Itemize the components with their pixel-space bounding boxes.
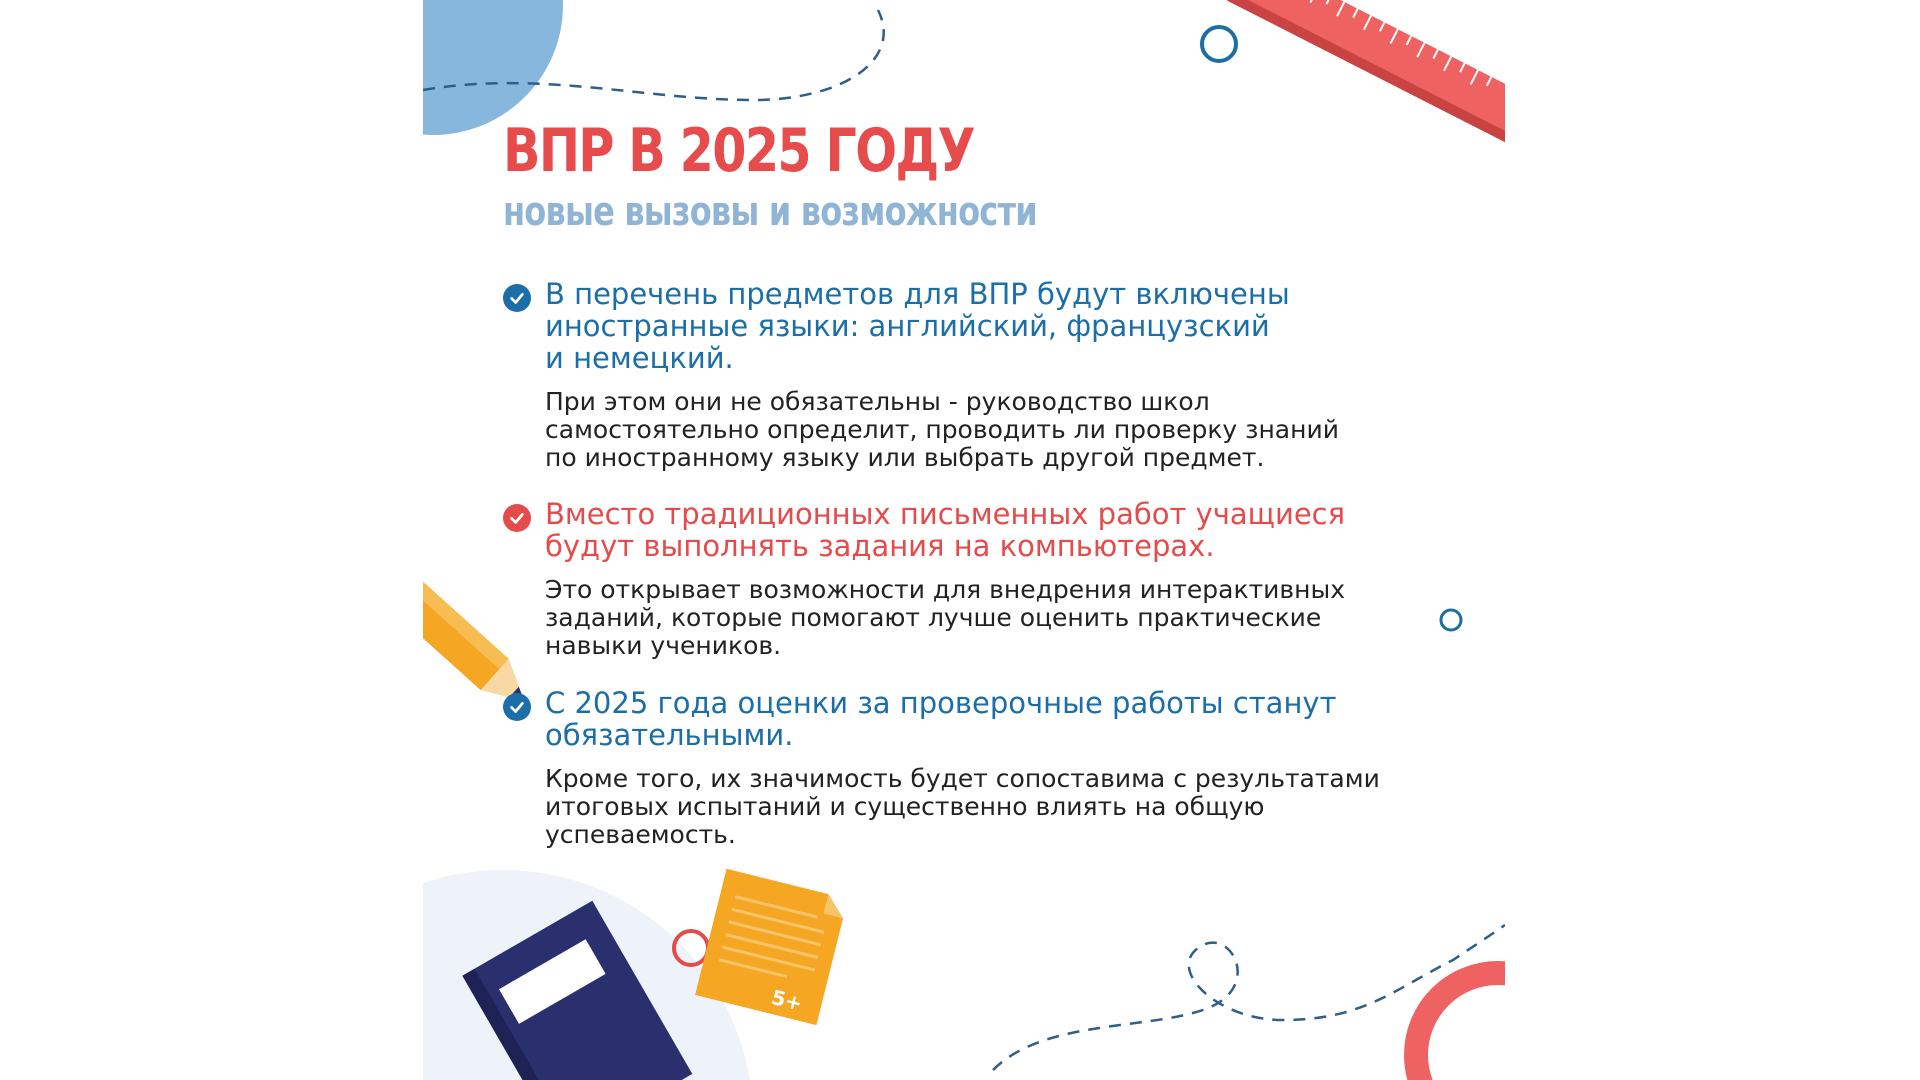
item-body: Кроме того, их значимость будет сопоставима с результатами итоговых испытаний и существенно влиять на общую успеваемость. [545, 764, 1380, 849]
item-headline: В перечень предметов для ВПР будут включены иностранные языки: английский, французский и немецкий. [545, 277, 1290, 375]
ring-big-red-icon [1416, 973, 1505, 1080]
item-body: Это открывает возможности для внедрения интерактивных заданий, которые помогают лучше оценить практические навыки учеников. [545, 575, 1345, 660]
info-item-3 [503, 687, 1433, 849]
ring-top-icon [1202, 27, 1236, 61]
check-icon [503, 284, 531, 312]
grade-label: 5+ [769, 984, 805, 1016]
infographic-card [423, 0, 1505, 1080]
ruler-icon [1227, 0, 1505, 150]
item-body: При этом они не обязательны - руководство школ самостоятельно определит, проводить ли проверку знаний по иностранному языку или выбрать другой предмет. [545, 387, 1339, 472]
blue-circle-shape [423, 0, 563, 135]
page-subtitle: новые вызовы и возможности [503, 189, 1037, 235]
check-icon [503, 693, 531, 721]
page-title: ВПР В 2025 ГОДУ [503, 116, 974, 186]
info-item-2 [503, 498, 1433, 660]
check-icon [503, 504, 531, 532]
ring-right-icon [1441, 610, 1461, 630]
item-headline: Вместо традиционных письменных работ учащиеся будут выполнять задания на компьютерах. [545, 497, 1346, 563]
item-headline: С 2025 года оценки за проверочные работы станут обязательными. [545, 686, 1337, 752]
info-item-1 [503, 278, 1433, 472]
